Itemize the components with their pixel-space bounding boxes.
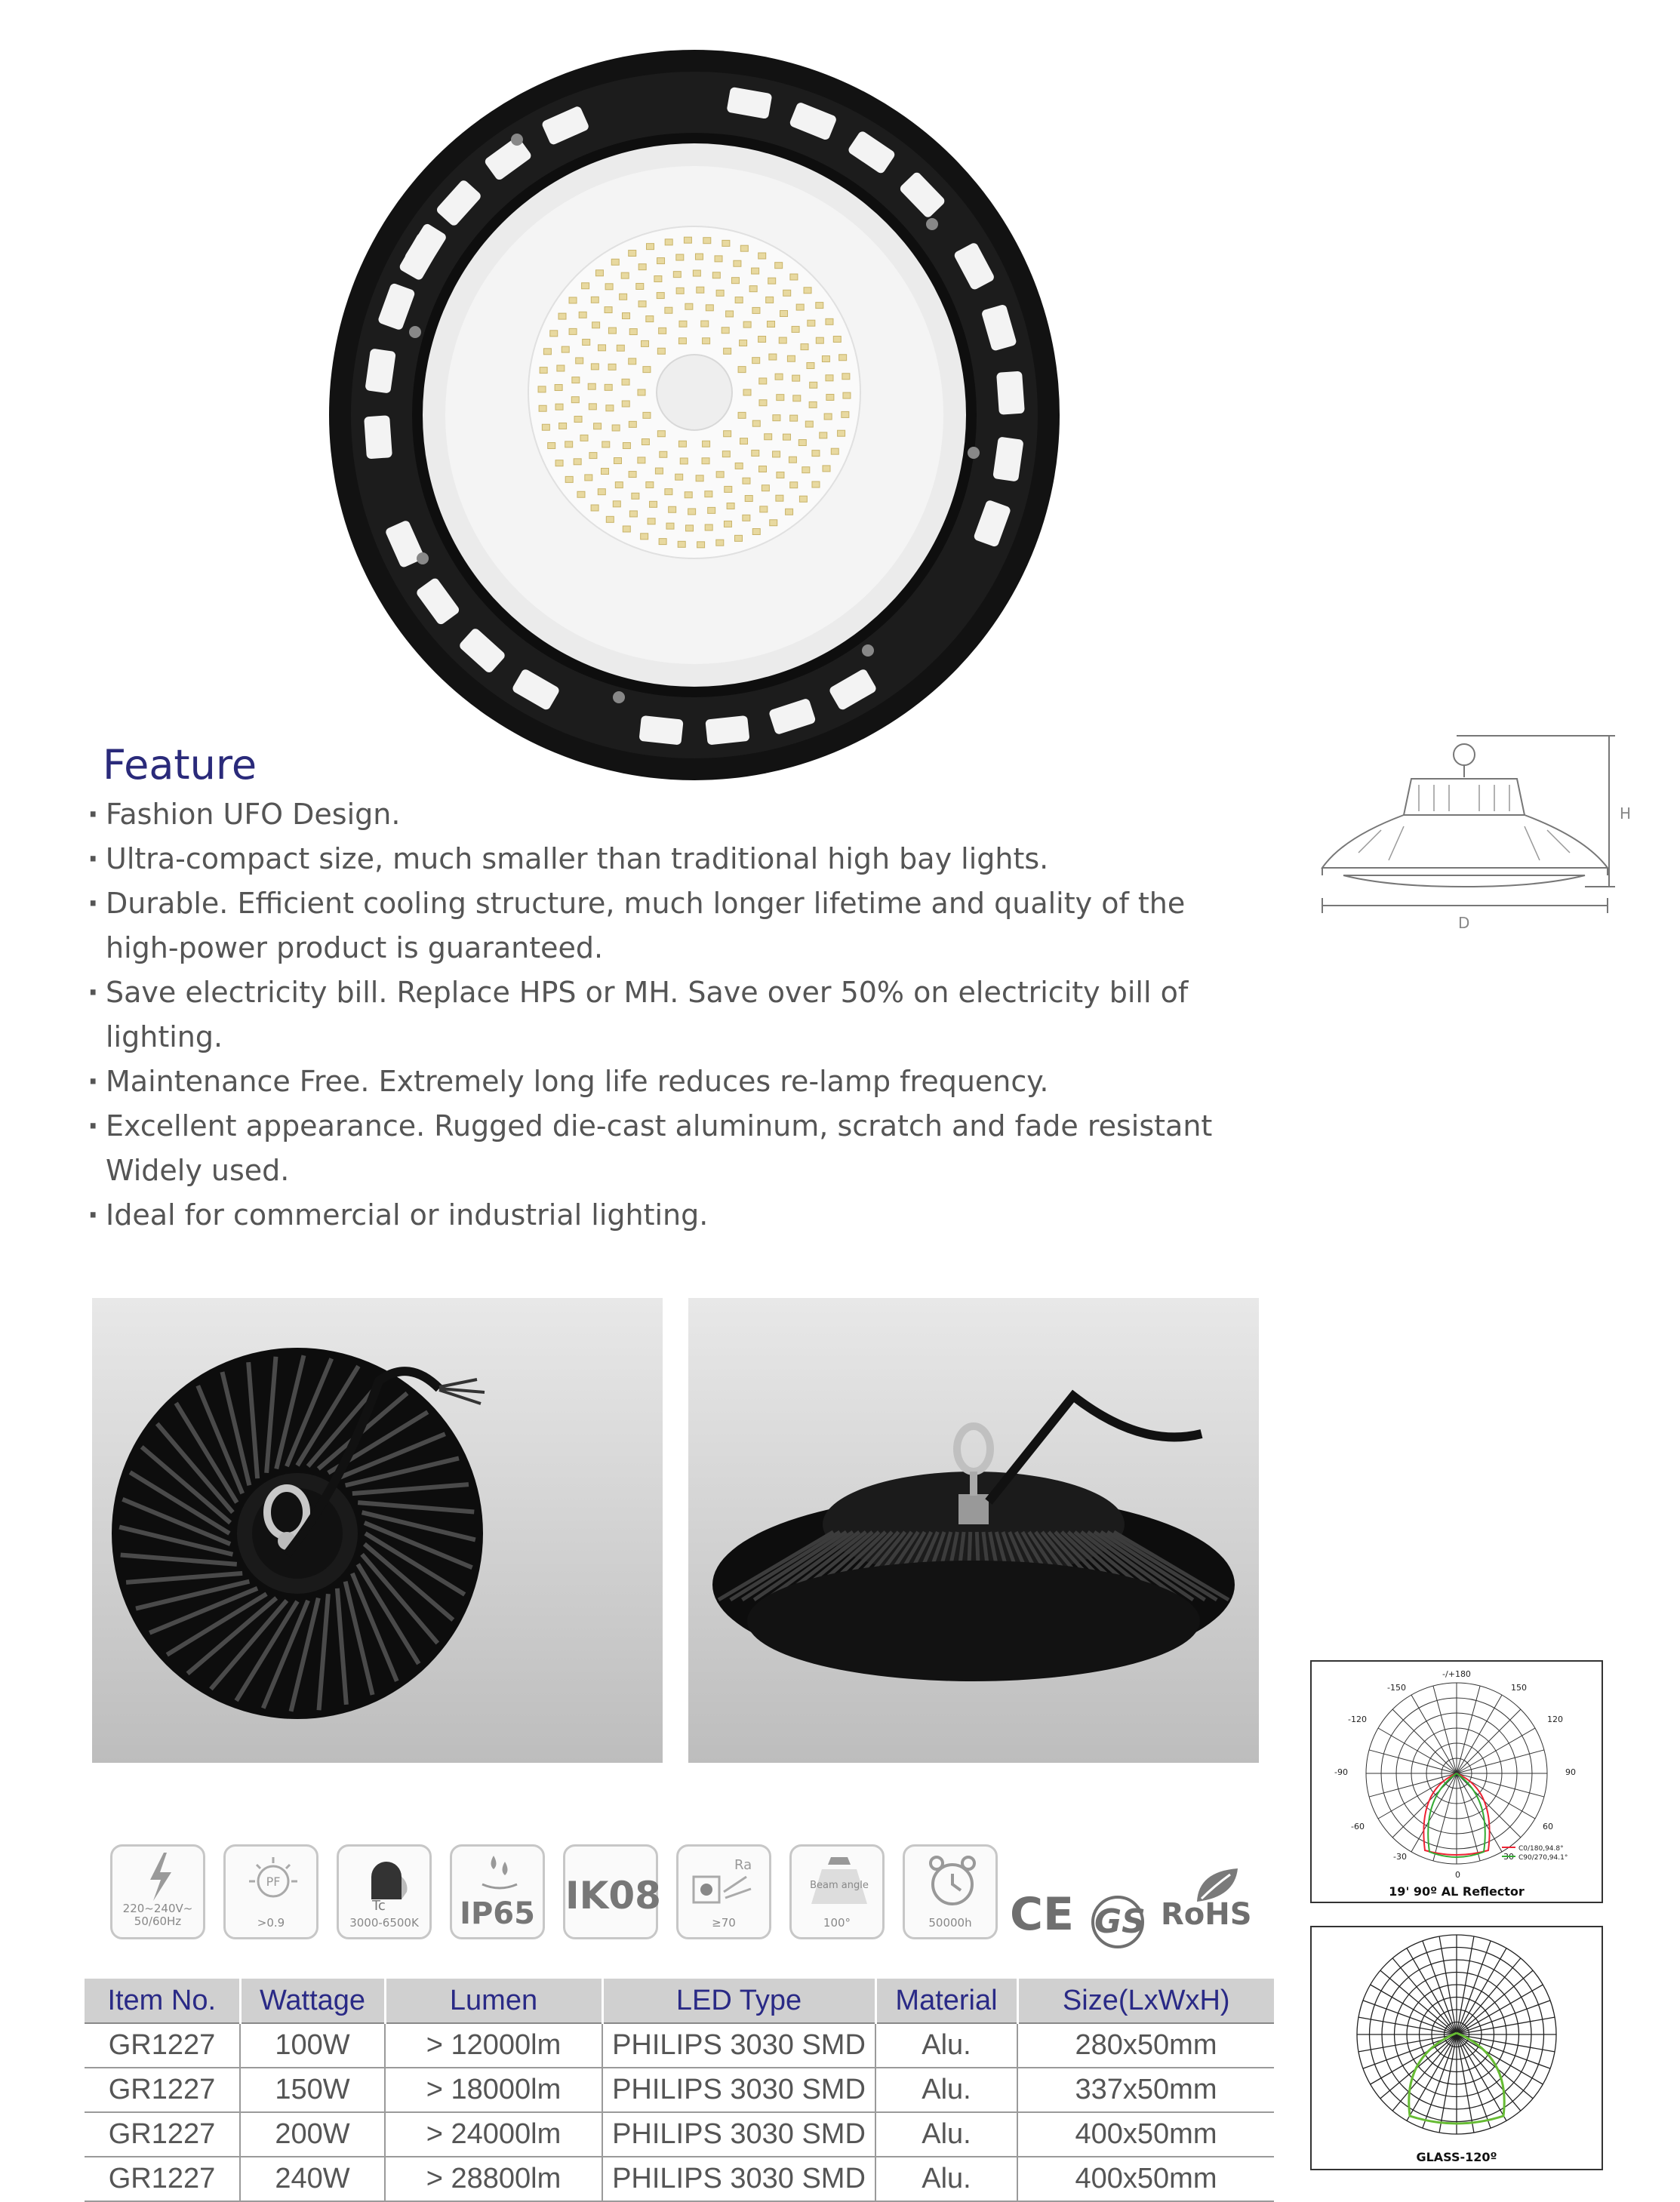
beam-angle-icon — [789, 1844, 885, 1939]
angle-label: 90 — [1565, 1767, 1576, 1777]
table-row — [85, 2112, 1274, 2157]
cell-item-no: GR1227 — [85, 2023, 240, 2068]
cell-material: Alu. — [875, 2023, 1017, 2068]
polar-chart-reflector — [1310, 1660, 1603, 1903]
feature-item: · Save electricity bill. Replace HPS or MH. Save over 50% on electricity bill of lighting. — [85, 970, 1262, 1059]
cell-size: 280x50mm — [1017, 2023, 1274, 2068]
rohs-mark: RoHS — [1161, 1897, 1252, 1932]
feature-item: · Excellent appearance. Rugged die-cast aluminum, scratch and fade resistant Widely used. — [85, 1104, 1262, 1193]
beam-value: 100° — [823, 1916, 851, 1930]
diameter-label: D — [1458, 914, 1470, 932]
table-row — [85, 2068, 1274, 2112]
color-rendering-icon — [676, 1844, 771, 1939]
header-size: Size(LxWxH) — [1017, 1979, 1274, 2023]
feature-item: · Fashion UFO Design. — [85, 792, 1262, 837]
table-row — [85, 2023, 1274, 2068]
tc-range: 3000-6500K — [349, 1916, 419, 1930]
angle-label: 0 — [1455, 1870, 1460, 1880]
lifetime-value: 50000h — [928, 1916, 972, 1930]
header-led-type: LED Type — [602, 1979, 875, 2023]
cell-wattage: 240W — [240, 2157, 385, 2201]
angle-label: -90 — [1334, 1767, 1348, 1777]
ik-rating-text: IK08 — [565, 1874, 661, 1918]
polar-caption: 19' 90º AL Reflector — [1389, 1884, 1525, 1899]
feature-item: · Ultra-compact size, much smaller than traditional high bay lights. — [85, 837, 1262, 881]
cell-wattage: 100W — [240, 2023, 385, 2068]
lifetime-icon — [903, 1844, 998, 1939]
polar-caption: GLASS-120º — [1416, 2150, 1497, 2164]
beam-badge: Beam angle — [810, 1880, 869, 1891]
pf-badge: PF — [266, 1874, 281, 1889]
ce-mark: CE — [1010, 1888, 1075, 1941]
feature-item: · Durable. Efficient cooling structure, much longer lifetime and quality of the high-power product is guaranteed. — [85, 881, 1262, 970]
angle-label: 60 — [1543, 1822, 1553, 1831]
spec-table — [85, 1979, 1274, 2202]
angle-label: 30 — [1503, 1852, 1514, 1862]
voltage-icon — [110, 1844, 205, 1939]
feature-item: · Ideal for commercial or industrial lighting. — [85, 1193, 1262, 1238]
header-material: Material — [875, 1979, 1017, 2023]
cell-size: 400x50mm — [1017, 2157, 1274, 2201]
cell-material: Alu. — [875, 2068, 1017, 2112]
color-temperature-icon — [337, 1844, 432, 1939]
angle-label: -150 — [1387, 1683, 1406, 1693]
header-item-no: Item No. — [85, 1979, 240, 2023]
header-lumen: Lumen — [385, 1979, 602, 2023]
table-row — [85, 2157, 1274, 2201]
angle-label: -120 — [1348, 1715, 1367, 1724]
angle-label: -60 — [1351, 1822, 1365, 1831]
cell-size: 337x50mm — [1017, 2068, 1274, 2112]
cell-wattage: 150W — [240, 2068, 385, 2112]
legend-item: C90/270,94.1° — [1518, 1854, 1568, 1862]
feature-item: · Maintenance Free. Extremely long life reduces re-lamp frequency. — [85, 1059, 1262, 1104]
dimension-drawing — [1313, 724, 1645, 936]
feature-heading: Feature — [103, 741, 257, 789]
voltage-label: 220~240V~ — [122, 1902, 193, 1915]
angle-label: -30 — [1393, 1852, 1407, 1862]
frequency-label: 50/60Hz — [134, 1914, 182, 1928]
ufo-light-front-image — [287, 15, 1102, 785]
cell-lumen: > 12000lm — [385, 2023, 602, 2068]
cell-lumen: > 18000lm — [385, 2068, 602, 2112]
ra-value: ≥70 — [712, 1916, 736, 1930]
tc-badge: Tc — [372, 1898, 386, 1914]
cell-item-no: GR1227 — [85, 2157, 240, 2201]
rohs-leaf-icon — [1191, 1864, 1244, 1909]
ik-rating-icon — [563, 1844, 661, 1939]
ra-badge: Ra — [734, 1857, 752, 1873]
cell-led-type: PHILIPS 3030 SMD — [602, 2068, 875, 2112]
cell-item-no: GR1227 — [85, 2112, 240, 2157]
product-photo-top-view — [92, 1298, 663, 1763]
angle-label: 120 — [1547, 1715, 1563, 1724]
cell-led-type: PHILIPS 3030 SMD — [602, 2112, 875, 2157]
gs-mark: GS — [1091, 1896, 1144, 1948]
polar-chart-glass — [1310, 1926, 1603, 2170]
feature-list — [85, 792, 1262, 1238]
cell-size: 400x50mm — [1017, 2112, 1274, 2157]
cell-led-type: PHILIPS 3030 SMD — [602, 2023, 875, 2068]
cell-material: Alu. — [875, 2112, 1017, 2157]
product-photo-side-view — [688, 1298, 1259, 1763]
legend-item: C0/180,94.8° — [1518, 1845, 1564, 1853]
angle-label: 150 — [1511, 1683, 1527, 1693]
ip-rating-icon — [450, 1844, 545, 1939]
cell-led-type: PHILIPS 3030 SMD — [602, 2157, 875, 2201]
cell-lumen: > 28800lm — [385, 2157, 602, 2201]
height-label: H — [1620, 804, 1632, 823]
pf-value: >0.9 — [257, 1916, 285, 1930]
polar-top-label: -/+180 — [1442, 1669, 1471, 1679]
cell-material: Alu. — [875, 2157, 1017, 2201]
cell-item-no: GR1227 — [85, 2068, 240, 2112]
header-wattage: Wattage — [240, 1979, 385, 2023]
table-header-row — [85, 1979, 1274, 2023]
power-factor-icon — [223, 1844, 318, 1939]
cell-wattage: 200W — [240, 2112, 385, 2157]
cell-lumen: > 24000lm — [385, 2112, 602, 2157]
ip-rating-text: IP65 — [460, 1896, 535, 1931]
